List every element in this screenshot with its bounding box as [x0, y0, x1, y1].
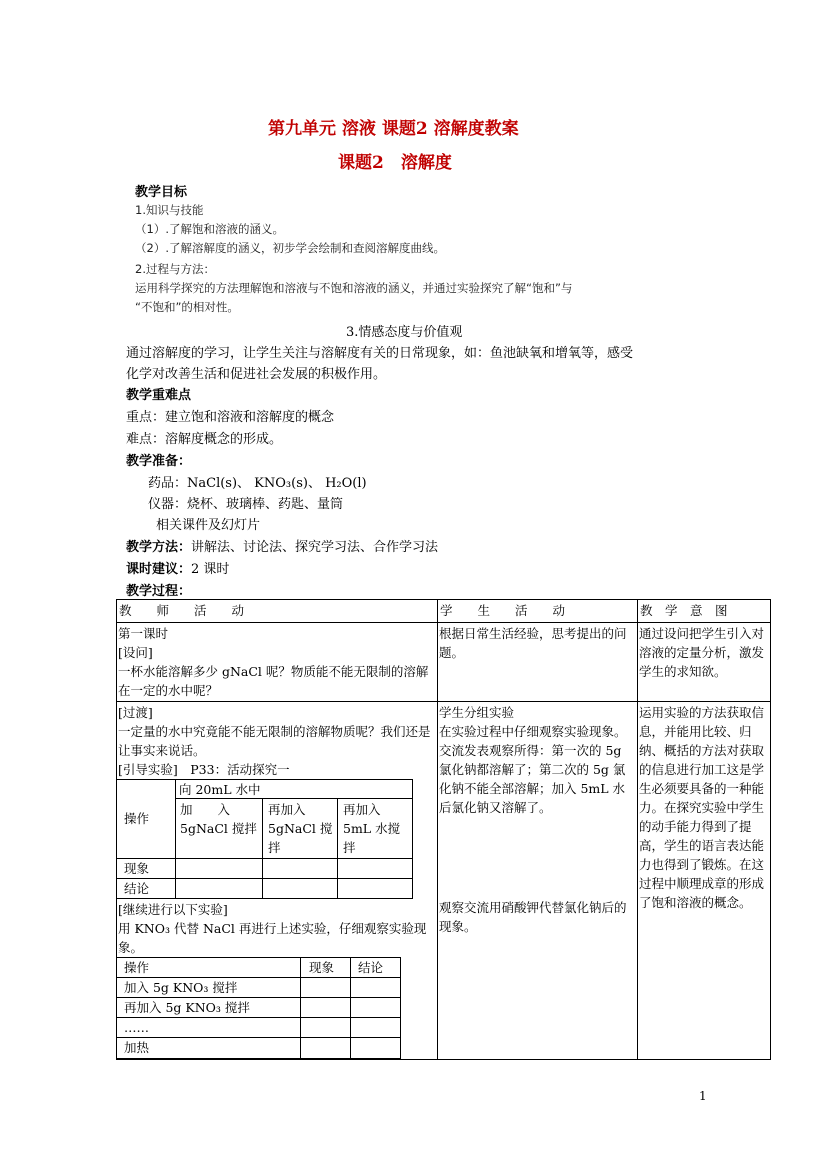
method-value: 讲解法、讨论法、探究学习法、合作学习法 — [191, 540, 439, 555]
process-heading-main: 教学过程： — [126, 584, 192, 599]
row1-student: 根据日常生活经验，思考提出的问题。 — [439, 626, 627, 660]
preparation-heading: 教学准备： — [126, 454, 192, 469]
objectives-heading: 教学目标 — [135, 185, 188, 200]
inner1-col2: 再加入 5gNaCl 搅拌 — [268, 802, 333, 855]
process-heading: 2.过程与方法： — [135, 262, 215, 276]
page-number: 1 — [699, 1089, 707, 1103]
header-intent: 教 学 意 图 — [640, 603, 728, 618]
page-title: 第九单元 溶液 课题2 溶解度教案 — [268, 119, 519, 139]
hours-value: 2 课时 — [191, 562, 230, 577]
header-teacher: 教 师 活 动 — [119, 603, 245, 618]
emotion-line-1: 通过溶解度的学习，让学生关注与溶解度有关的日常现象，如：鱼池缺氧和增氧等，感受 — [126, 346, 634, 361]
keypoints-heading: 教学重难点 — [126, 388, 192, 403]
inner1-top-header: 向 20mL 水中 — [179, 782, 261, 797]
row1-intent: 通过设问把学生引入对溶液的定量分析，激发学生的求知欲。 — [639, 626, 765, 679]
instruments-text: 仪器：烧杯、玻璃棒、药匙、量筒 — [148, 497, 344, 512]
knowledge-heading: 1.知识与技能 — [135, 203, 204, 217]
inner2-row-4: 加热 — [124, 1040, 150, 1055]
inner1-col1: 加 入 5gNaCl 搅拌 — [180, 802, 257, 836]
inner1-label-phen: 现象 — [124, 861, 150, 876]
knowledge-item-2: （2）.了解溶解度的涵义，初步学会绘制和查阅溶解度曲线。 — [135, 241, 445, 255]
header-student: 学 生 活 动 — [440, 603, 566, 618]
inner1-col3: 再加入 5mL 水搅拌 — [343, 802, 401, 855]
focus-text: 重点：建立饱和溶液和溶解度的概念 — [126, 410, 335, 425]
row2-student-1: 学生分组实验 在实验过程中仔细观察实验现象。 交流发表观察所得：第一次的 5g 氯化钠都溶解了；第二次的 5g 氯化钠不能全部溶解；加入 5mL 水后氯化钠又溶解了。 — [439, 705, 627, 815]
inner2-header-phen: 现象 — [309, 960, 335, 975]
inner2-row-1: 加入 5g KNO₃ 搅拌 — [124, 980, 238, 995]
drugs-text: 药品：NaCl(s)、 KNO₃(s)、 H₂O(l) — [148, 476, 367, 491]
courseware-text: 相关课件及幻灯片 — [156, 518, 261, 533]
inner2-header-op: 操作 — [124, 960, 150, 975]
row2-teacher-mid: [继续进行以下实验] 用 KNO₃ 代替 NaCl 再进行上述实验，仔细观察实验现象。 — [118, 902, 427, 955]
emotion-heading: 3.情感态度与价值观 — [346, 325, 463, 340]
row2-intent: 运用实验的方法获取信息，并能用比较、归纳、概括的方法对获取的信息进行加工这是学生必须要具备的一种能力。在探究实验中学生的动手能力得到了提高，学生的语言表达能力也得到了锻炼。在这过程中顺理成章的形成了饱和溶液的概念。 — [639, 705, 765, 910]
inner2-header-concl: 结论 — [358, 960, 384, 975]
row2-teacher-intro: [过渡] 一定量的水中究竟能不能无限制的溶解物质呢？我们还是让事实来说话。 [引导实验] P33：活动探究一 — [118, 705, 431, 777]
inner1-label-op: 操作 — [124, 811, 150, 826]
row2-student-2: 观察交流用硝酸钾代替氯化钠后的现象。 — [439, 900, 627, 934]
inner1-label-concl: 结论 — [124, 881, 150, 896]
hours-label: 课时建议： — [126, 562, 192, 577]
emotion-line-2: 化学对改善生活和促进社会发展的积极作用。 — [126, 367, 387, 382]
process-line-1: 运用科学探究的方法理解饱和溶液与不饱和溶液的涵义，并通过实验探究了解“饱和”与 — [135, 281, 573, 295]
process-line-2: “不饱和”的相对性。 — [135, 300, 239, 314]
knowledge-item-1: （1）.了解饱和溶液的涵义。 — [135, 222, 284, 236]
inner2-row-2: 再加入 5g KNO₃ 搅拌 — [124, 1000, 250, 1015]
row1-teacher: 第一课时 [设问] 一杯水能溶解多少 gNaCl 呢？物质能不能无限制的溶解在一定的水中呢？ — [118, 626, 429, 698]
method-label: 教学方法： — [126, 540, 192, 555]
page-subtitle: 课题2 溶解度 — [338, 153, 452, 173]
inner2-row-3: …… — [124, 1020, 149, 1035]
difficulty-text: 难点：溶解度概念的形成。 — [126, 432, 283, 447]
